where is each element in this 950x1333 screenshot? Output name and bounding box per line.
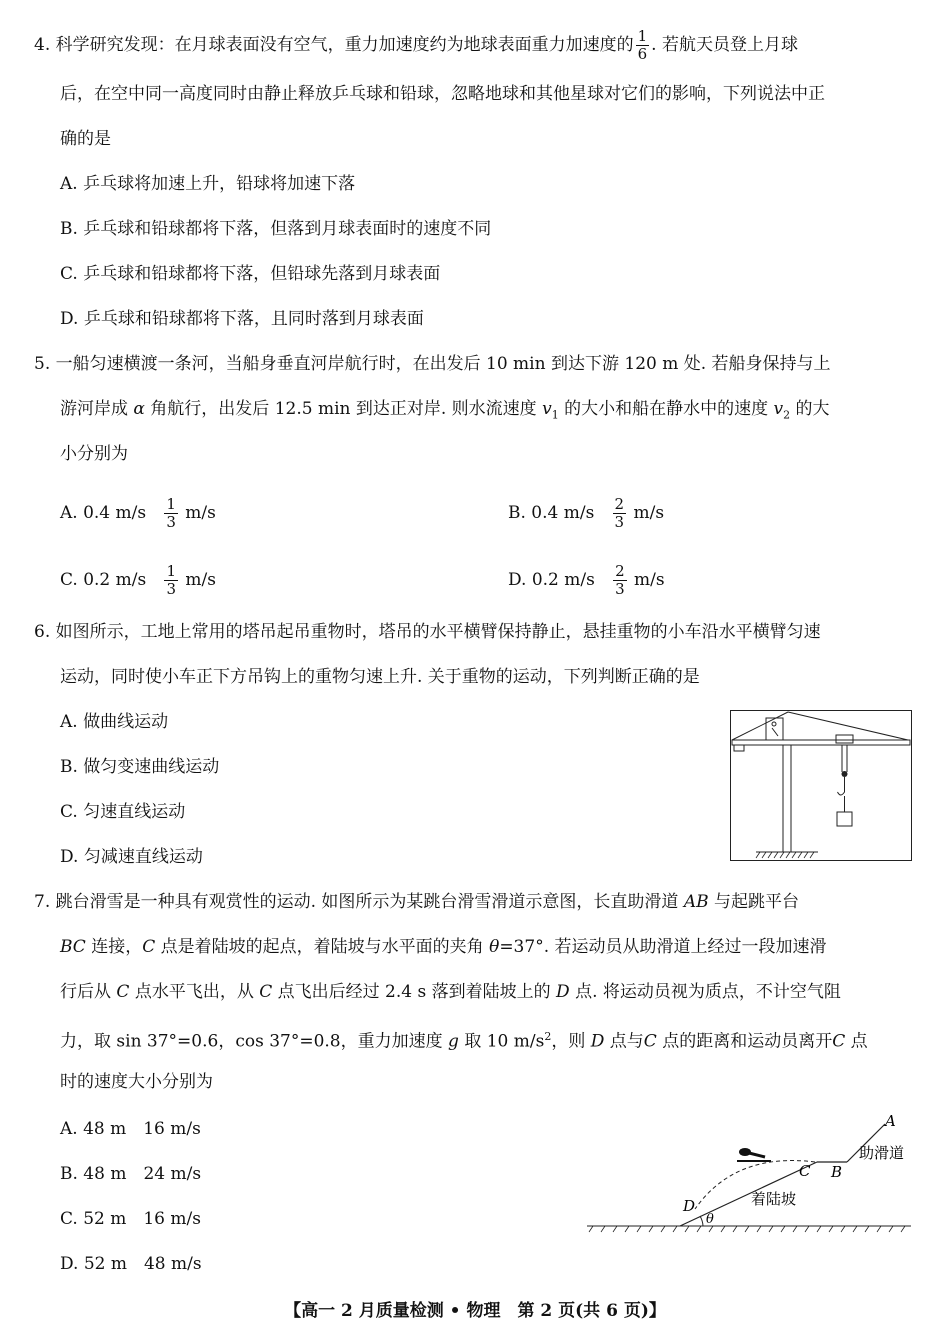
label-b: B (831, 1163, 843, 1181)
q4-option-c: C. 乒乓球和铅球都将下落，但铅球先落到月球表面 (60, 264, 441, 284)
q4-option-a: A. 乒乓球将加速上升，铅球将加速下落 (60, 174, 356, 194)
q6-option-c: C. 匀速直线运动 (60, 802, 186, 822)
label-theta: θ (706, 1212, 714, 1227)
q6-option-b: B. 做匀变速曲线运动 (60, 757, 220, 777)
q4-line-3: 确的是 (60, 129, 111, 149)
q7-option-b: B. 48 m 24 m/s (60, 1164, 202, 1184)
q7-line-2: BC 连接，C 点是着陆坡的起点，着陆坡与水平面的夹角 θ=37°. 若运动员从助滑道上经过一段加速滑 (60, 937, 827, 957)
q5-line-3: 小分别为 (60, 444, 128, 464)
q5-option-a: A. 0.4 m/s $\frac{1}{3}$ m/s (60, 495, 216, 531)
q7-line-1: 7. 跳台滑雪是一种具有观赏性的运动. 如图所示为某跳台滑雪滑道示意图，长直助滑道 AB 与起跳平台 (34, 892, 800, 912)
label-ramp: 助滑道 (859, 1144, 905, 1162)
q7-option-d: D. 52 m 48 m/s (60, 1254, 202, 1274)
q7-line-3: 行后从 C 点水平飞出，从 C 点飞出后经过 2.4 s 落到着陆坡上的 D 点. 将运动员视为质点，不计空气阻 (60, 982, 841, 1002)
q6-option-a: A. 做曲线运动 (60, 712, 169, 732)
label-d: D (683, 1197, 696, 1215)
q5-line-2: 游河岸成 α 角航行，出发后 12.5 min 到达正对岸. 则水流速度 $v_1$ 的大小和船在静水中的速度 $v_2$ 的大 (60, 399, 830, 422)
q7-option-a: A. 48 m 16 m/s (60, 1119, 201, 1139)
q6-option-d: D. 匀减速直线运动 (60, 847, 203, 867)
label-a: A (885, 1112, 896, 1130)
q6-line-2: 运动，同时使小车正下方吊钩上的重物匀速上升. 关于重物的运动，下列判断正确的是 (60, 667, 700, 687)
label-slope: 着陆坡 (751, 1190, 797, 1208)
q6-line-1: 6. 如图所示，工地上常用的塔吊起吊重物时，塔吊的水平横臂保持静止，悬挂重物的小车沿水平横臂匀速 (34, 622, 821, 642)
label-c: C (799, 1162, 811, 1180)
q4-fraction: $\frac{1}{6}$ (637, 27, 648, 63)
ski-jump-figure (585, 1112, 915, 1237)
q7-option-c: C. 52 m 16 m/s (60, 1209, 201, 1229)
q7-line-5: 时的速度大小分别为 (60, 1072, 213, 1092)
q5-option-c: C. 0.2 m/s $\frac{1}{3}$ m/s (60, 562, 216, 598)
q5-option-b: B. 0.4 m/s $\frac{2}{3}$ m/s (508, 495, 665, 531)
q4-line-2: 后，在空中同一高度同时由静止释放乒乓球和铅球，忽略地球和其他星球对它们的影响，下列说法中正 (60, 84, 825, 104)
q4-option-d: D. 乒乓球和铅球都将下落，且同时落到月球表面 (60, 309, 424, 329)
crane-figure (730, 710, 912, 862)
q7-line-4: 力，取 sin 37°=0.6，cos 37°=0.8，重力加速度 g 取 10 $m/s^2$，则 D 点与C 点的距离和运动员离开C 点 (60, 1030, 868, 1052)
page-footer: 【高一 2 月质量检测 • 物理 第 2 页(共 6 页)】 (284, 1301, 666, 1321)
q5-line-1: 5. 一船匀速横渡一条河，当船身垂直河岸航行时，在出发后 10 min 到达下游 120 m 处. 若船身保持与上 (34, 354, 831, 374)
q4-option-b: B. 乒乓球和铅球都将下落，但落到月球表面时的速度不同 (60, 219, 492, 239)
q4-line-1: 4. 科学研究发现：在月球表面没有空气，重力加速度约为地球表面重力加速度的 $\frac{1}{6}$ . 若航天员登上月球 (34, 27, 798, 63)
q5-option-d: D. 0.2 m/s $\frac{2}{3}$ m/s (508, 562, 665, 598)
